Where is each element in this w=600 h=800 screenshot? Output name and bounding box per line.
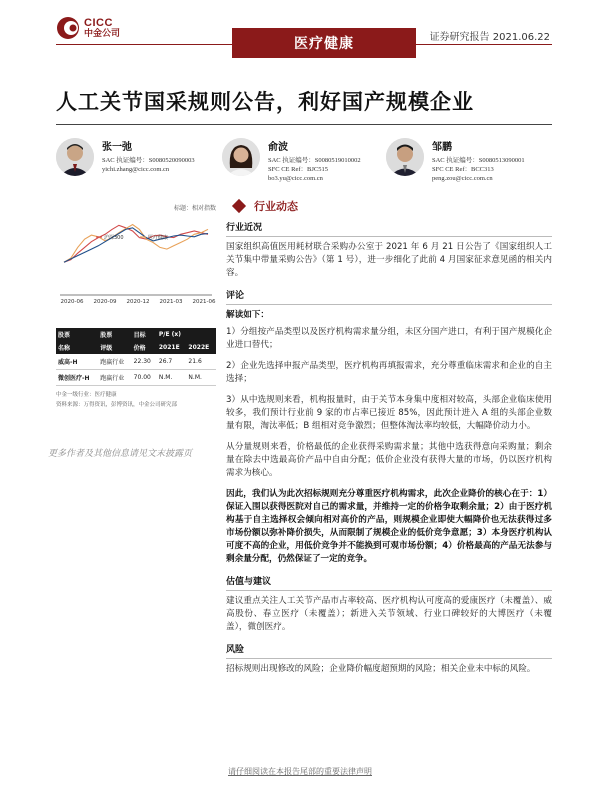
paragraph: 1）分组按产品类型以及医疗机构需求量分组，未区分国产进口，有利于国产规模化企业进口替代；: [226, 327, 552, 350]
chart-canvas: [56, 203, 216, 307]
paragraph: 建议重点关注人工关节产品市占率较高、医疗机构认可度高的爱康医疗（未覆盖）、威高股份、春立医疗（未覆盖）；新进入关节领域、行业口碑较好的大博医疗（未覆盖），微创医疗。: [226, 596, 552, 632]
table-subheader: 2022E: [186, 341, 216, 354]
author-photo: [56, 138, 94, 176]
author-name: 张一弛: [102, 142, 132, 153]
table-header: P/E (x): [157, 328, 216, 341]
x-tick-label: 2020-06: [60, 299, 84, 305]
x-tick-label: 2021-03: [159, 299, 183, 305]
author-photo: [222, 138, 260, 176]
cicc-logo-icon: [56, 16, 80, 40]
relative-index-chart: [56, 203, 216, 307]
author-sac: SAC 执证编号：S0080513090001: [432, 157, 525, 164]
table-row: [56, 354, 216, 370]
table-row: [56, 370, 216, 386]
author-email: yichi.zhang@cicc.com.cn: [102, 166, 170, 173]
paragraph: 解读如下：: [226, 310, 269, 320]
x-tick-label: 2021-06: [192, 299, 216, 305]
report-body: [226, 220, 552, 684]
paragraph: 从分量规则来看，价格最低的企业获得采购需求量；其他中选获得意向采购量；剩余量在除去中选最高价产品中自由分配；低价企业没有获得大量的市场，仍以医疗机构需求为核心。: [226, 442, 552, 478]
diamond-icon: [232, 199, 246, 213]
logo-chinese: 中金公司: [84, 28, 121, 39]
table-source-2: 资料来源：万得资讯，彭博资讯，中金公司研究部: [56, 402, 178, 408]
author-sfc: SFC CE Ref：BCC313: [432, 166, 494, 173]
table-header: 股票: [56, 328, 98, 341]
author-name: 邹鹏: [432, 142, 452, 153]
section-heading: 估值与建议: [226, 577, 272, 587]
table-cell: N.M.: [186, 370, 216, 386]
table-cell: 26.7: [157, 354, 187, 370]
heading-rule: [226, 658, 552, 659]
author-card: [222, 138, 361, 183]
author-card: [56, 138, 195, 176]
table-source-1: 中金一级行业：医疗健康: [56, 392, 117, 398]
table-subheader-row: [56, 341, 216, 354]
report-title: 人工关节国采规则公告，利好国产规模企业: [56, 90, 474, 114]
heading-rule: [226, 236, 552, 237]
table-cell: 跑赢行业: [98, 370, 131, 386]
stock-table: [56, 328, 216, 386]
more-authors-note: 更多作者及其他信息请见文末披露页: [48, 449, 193, 459]
section-header: [234, 198, 298, 214]
author-sfc: SFC CE Ref：BJC515: [268, 166, 328, 173]
table-cell: 21.6: [186, 354, 216, 370]
legal-disclaimer-link[interactable]: 请仔细阅读在本报告尾部的重要法律声明: [228, 767, 372, 776]
table-cell: 22.30: [132, 354, 157, 370]
table-subheader: 评级: [98, 341, 131, 354]
section-heading: 风险: [226, 645, 245, 655]
title-divider: [56, 124, 552, 125]
heading-rule: [226, 304, 552, 305]
paragraph: 国家组织高值医用耗材联合采购办公室于 2021 年 6 月 21 日公告了《国家组织人工关节集中带量采购公告》（第 1 号），进一步细化了此前 4 月国家征求意见函的相关内容。: [226, 242, 552, 278]
table-subheader: 价格: [132, 341, 157, 354]
legend-label: 医疗健康: [148, 235, 169, 241]
cicc-logo: [56, 16, 120, 40]
author-card: [386, 138, 525, 183]
table-header: 股票: [98, 328, 131, 341]
section-title: 行业动态: [254, 200, 298, 213]
author-name: 俞波: [268, 142, 288, 153]
sector-tab: 医疗健康: [232, 28, 416, 58]
report-type-date: 证券研究报告 2021.06.22: [429, 32, 550, 43]
table-header: 目标: [132, 328, 157, 341]
author-sac: SAC 执证编号：S0080520090003: [102, 157, 195, 164]
x-tick-label: 2020-12: [126, 299, 150, 305]
table-cell: 威高-H: [56, 354, 98, 370]
paragraph: 招标规则出现修改的风险；企业降价幅度超预期的风险；相关企业未中标的风险。: [226, 664, 536, 674]
table-cell: N.M.: [157, 370, 187, 386]
author-email: peng.zou@cicc.com.cn: [432, 175, 493, 182]
table-cell: 70.00: [132, 370, 157, 386]
logo-english: CICC: [84, 16, 113, 29]
paragraph: 3）从中选规则来看，机构报量时，由于关节本身集中度相对较高，头部企业临床使用较多，我们预计行业前 9 家的市占率已接近 85%，因此预计进入 A 组的头部企业数量有限，淘汰率低；B 组相对竞争激烈；但整体淘汰率均较低，大幅降价动力小。: [226, 395, 552, 431]
table-cell: 微创医疗-H: [56, 370, 98, 386]
table-header-row: [56, 328, 216, 341]
table-subheader: 2021E: [157, 341, 187, 354]
paragraph: 因此，我们认为此次招标规则充分尊重医疗机构需求，此次企业降价的核心在于：1）保证入围以获得医院对自己的需求量，并维持一定的价格争取剩余量；2）由于医疗机构基于自主选择权会倾向相对高价的产品，则规模企业即使大幅降价也无法获得过多市场份额以弥补降价损失，从而限制了规模企业的低价竞争意愿；3）本身医疗机构认可度不高的企业，用低价竞争并不能换到可观市场份额；4）价格最高的产品无法参与剩余量分配，仍然保证了一定的竞争。: [226, 489, 552, 564]
x-tick-label: 2020-09: [93, 299, 117, 305]
table-subheader: 名称: [56, 341, 98, 354]
heading-rule: [226, 590, 552, 591]
section-heading: 评论: [226, 291, 245, 301]
stock-table-box: [56, 328, 216, 410]
table-cell: 跑赢行业: [98, 354, 131, 370]
paragraph: 2）企业先选择申报产品类型，医疗机构再填报需求，充分尊重临床需求和企业的自主选择；: [226, 361, 552, 384]
author-sac: SAC 执证编号：S0080519010002: [268, 157, 361, 164]
author-email: bo3.yu@cicc.com.cn: [268, 175, 323, 182]
author-photo: [386, 138, 424, 176]
legend-label: 沪深300: [104, 235, 124, 241]
chart-note: 标题：相对指数: [173, 205, 216, 212]
section-heading: 行业近况: [226, 223, 263, 233]
